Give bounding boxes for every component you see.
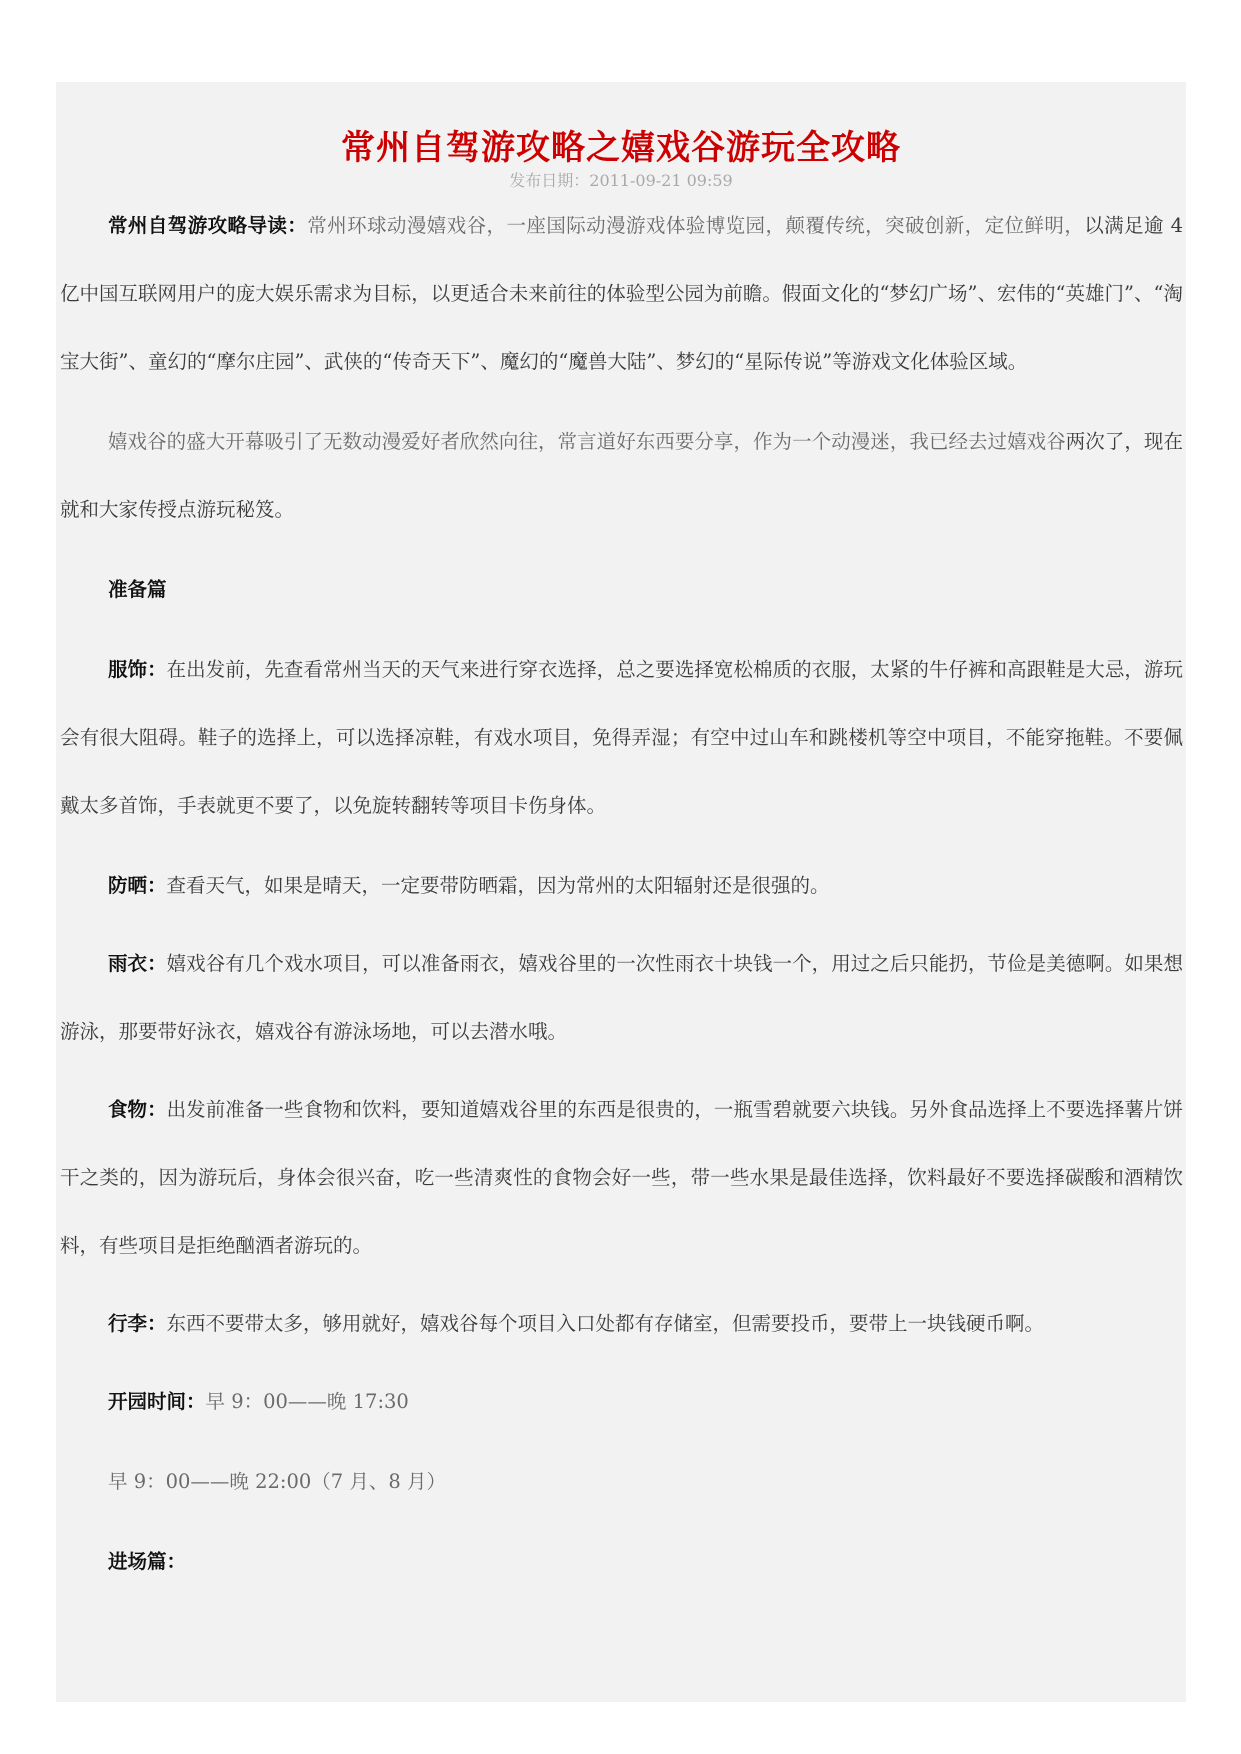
luggage-paragraph — [60, 1290, 1183, 1358]
raincoat-label: 雨衣： — [108, 952, 167, 975]
luggage-label: 行李： — [108, 1312, 167, 1335]
intro-rest: 以满足逾 4 亿中国互联网用户的庞大娱乐需求为目标，以更适合未来前往的体验型公园为前瞻。假面文化的“梦幻广场”、宏伟的“英雄门”、“淘宝大街”、童幻的“摩尔庄园”、武侠的“传奇天下”、魔幻的“魔兽大陆”、梦幻的“星际传说”等游戏文化体验区域。 — [60, 214, 1183, 373]
section-heading-entry: 进场篇： — [108, 1550, 187, 1573]
luggage-text: 东西不要带太多，够用就好，嬉戏谷每个项目入口处都有存储室，但需要投币，要带上一块钱硬币啊。 — [166, 1312, 1045, 1335]
food-text: 出发前准备一些食物和饮料，要知道嬉戏谷里的东西是很贵的，一瓶雪碧就要六块钱。另外食品选择上不要选择薯片饼干之类的，因为游玩后，身体会很兴奋，吃一些清爽性的食物会好一些，带一些水果是最佳选择，饮料最好不要选择碳酸和酒精饮料，有些项目是拒绝酗酒者游玩的。 — [60, 1098, 1183, 1257]
para2-lead: 嬉戏谷的盛大开幕吸引了无数动漫爱好者欣然向往，常言道好东西要分享，作为一个动漫迷，我已经去过嬉戏谷 — [108, 430, 1066, 453]
hours-paragraph — [60, 1368, 1183, 1436]
food-paragraph — [60, 1076, 1183, 1280]
raincoat-paragraph — [60, 930, 1183, 1066]
document-page — [56, 82, 1186, 1702]
sunscreen-paragraph — [60, 852, 1183, 920]
publish-date: 发布日期：2011-09-21 09:59 — [509, 171, 733, 190]
food-label: 食物： — [108, 1098, 167, 1121]
sunscreen-text: 查看天气，如果是晴天，一定要带防晒霜，因为常州的太阳辐射还是很强的。 — [166, 874, 830, 897]
section-heading-prepare: 准备篇 — [108, 578, 167, 601]
article-title: 常州自驾游攻略之嬉戏谷游玩全攻略 — [341, 128, 901, 168]
article-body — [60, 192, 1183, 1596]
intro-label: 常州自驾游攻略导读： — [108, 214, 308, 237]
raincoat-text: 嬉戏谷有几个戏水项目，可以准备雨衣，嬉戏谷里的一次性雨衣十块钱一个，用过之后只能扔，节俭是美德啊。如果想游泳，那要带好泳衣，嬉戏谷有游泳场地，可以去潜水哦。 — [60, 952, 1183, 1043]
clothing-paragraph — [60, 636, 1183, 840]
sunscreen-label: 防晒： — [108, 874, 167, 897]
para2-rest: 两次了，现在就和大家传授点游玩秘笈。 — [60, 430, 1183, 521]
hours-summer-paragraph — [60, 1448, 1183, 1516]
clothing-text: 在出发前，先查看常州当天的天气来进行穿衣选择，总之要选择宽松棉质的衣服，太紧的牛仔裤和高跟鞋是大忌，游玩会有很大阻碍。鞋子的选择上，可以选择凉鞋，有戏水项目，免得弄湿；有空中过山车和跳楼机等空中项目，不能穿拖鞋。不要佩戴太多首饰，手表就更不要了，以免旋转翻转等项目卡伤身体。 — [60, 658, 1183, 817]
paragraph-two — [60, 408, 1183, 544]
intro-lead: 常州环球动漫嬉戏谷，一座国际动漫游戏体验博览园，颠覆传统，突破创新，定位鲜明， — [307, 214, 1085, 237]
hours-label: 开园时间： — [108, 1390, 206, 1413]
intro-paragraph — [60, 192, 1183, 396]
hours-summer-text: 早 9：00——晚 22:00（7 月、8 月） — [108, 1470, 447, 1493]
hours-text: 早 9：00——晚 17:30 — [205, 1390, 409, 1413]
clothing-label: 服饰： — [108, 658, 167, 681]
